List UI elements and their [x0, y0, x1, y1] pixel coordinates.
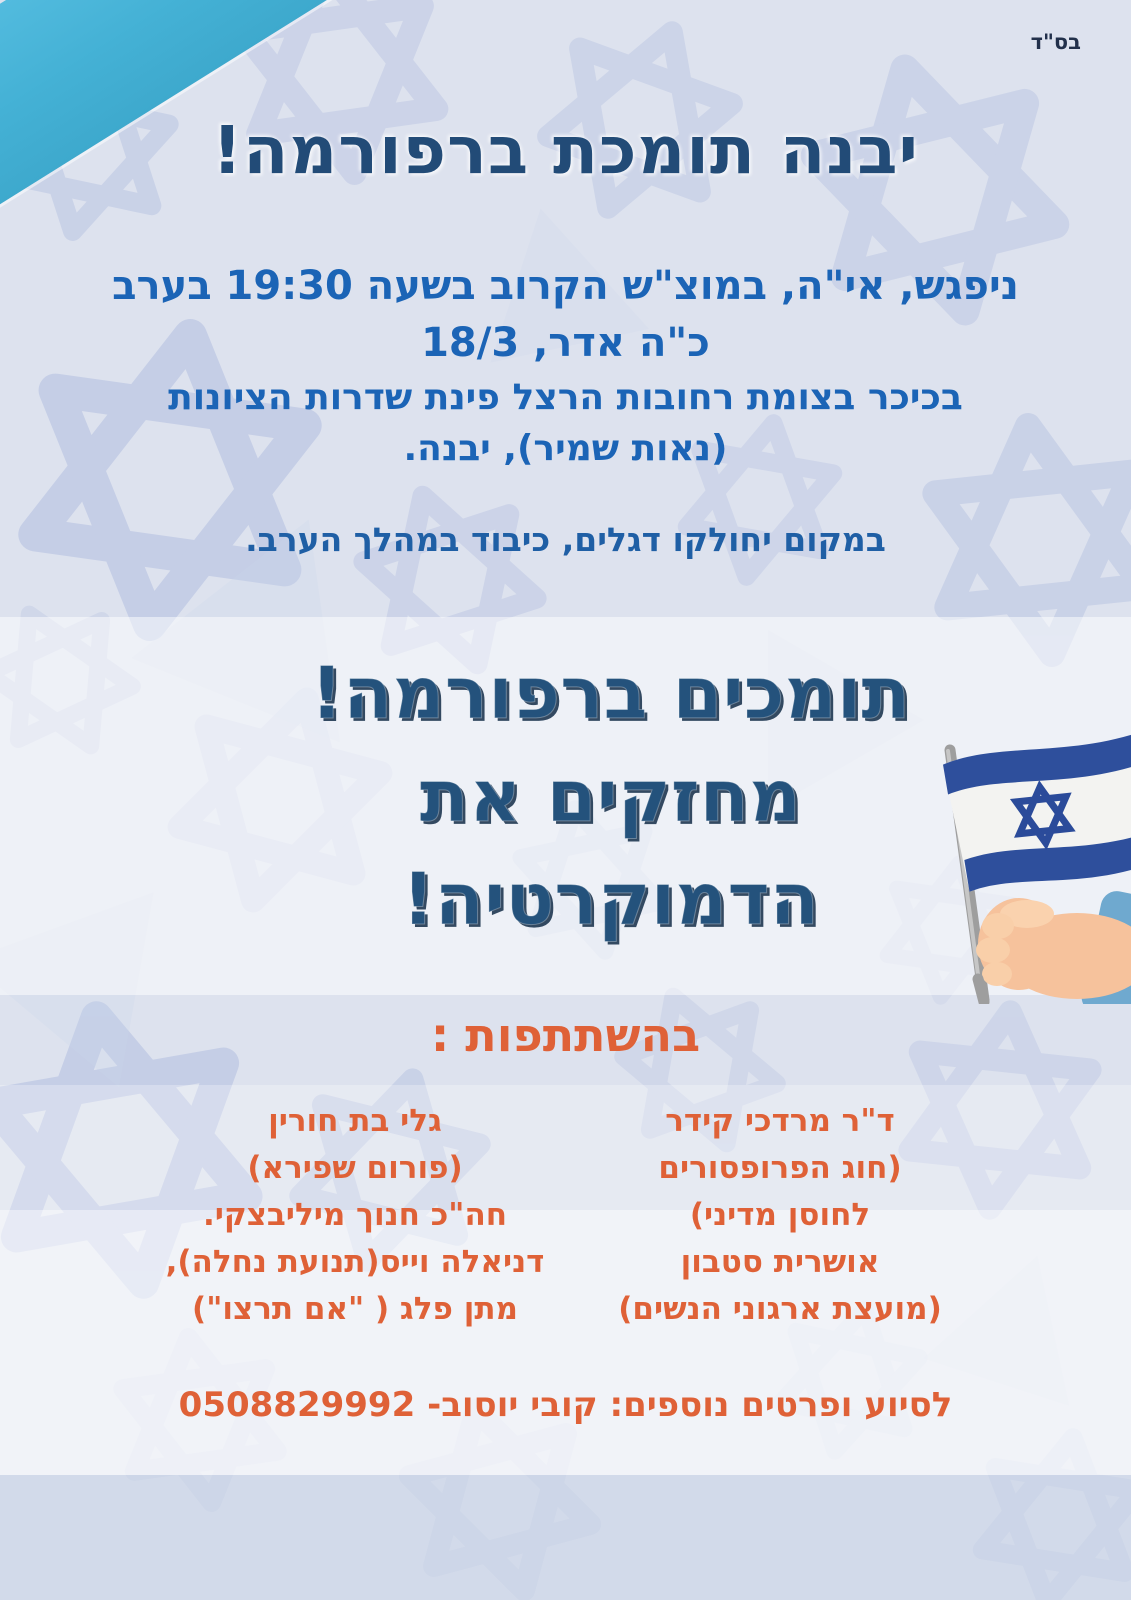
- event-time-line: ניפגש, אי"ה, במוצ"ש הקרוב בשעה 19:30 בערב: [112, 263, 1019, 309]
- event-note: במקום יחולקו דגלים, כיבוד במהלך הערב.: [245, 520, 886, 559]
- event-location-line2: (נאות שמיר), יבנה.: [403, 428, 728, 469]
- israel-flag: [942, 734, 1131, 893]
- participant-line: (מועצת ארגוני הנשים): [618, 1291, 942, 1327]
- participant-line: דניאלה וייס(תנועת נחלה),: [165, 1244, 545, 1280]
- event-date-line: כ"ה אדר, 18/3: [421, 320, 710, 366]
- participant-line: גלי בת חורין: [268, 1103, 442, 1139]
- slogan-line-3: הדמוקרטיה!: [401, 857, 820, 941]
- participants-column-right: [570, 1098, 990, 1333]
- participant-line: (חוג הפרופסורים: [658, 1150, 902, 1186]
- event-details: [0, 258, 1131, 474]
- slogan-line-1: תומכים ברפורמה!: [310, 651, 911, 735]
- israel-flag-illustration: [901, 694, 1131, 1004]
- participant-line: מתן פלג ( "אם תרצו"): [192, 1291, 518, 1327]
- section-band-bottom: [0, 1475, 1131, 1600]
- event-location-line: בכיכר בצומת רחובות הרצל פינת שדרות הציונות: [168, 377, 963, 418]
- hand: [976, 888, 1131, 1004]
- participant-line: חה"כ חנוך מיליבצקי.: [202, 1197, 508, 1233]
- contact-line: לסיוע ופרטים נוספים: קובי יוסוב- 0508829992: [178, 1385, 953, 1425]
- participant-line: אושרית סטבון: [680, 1244, 880, 1280]
- participants-column-left: [145, 1098, 565, 1333]
- participant-line: לחוסן מדיני): [689, 1197, 871, 1233]
- poster-title: יבנה תומכת ברפורמה!: [212, 112, 919, 189]
- bsd-corner-mark: בס"ד: [1030, 30, 1081, 54]
- participant-line: ד"ר מרדכי קידר: [665, 1103, 895, 1139]
- slogan-line-2: מחזקים את: [419, 754, 802, 838]
- participant-line: (פורום שפירא): [247, 1150, 463, 1186]
- participants-heading: בהשתתפות :: [430, 1008, 701, 1062]
